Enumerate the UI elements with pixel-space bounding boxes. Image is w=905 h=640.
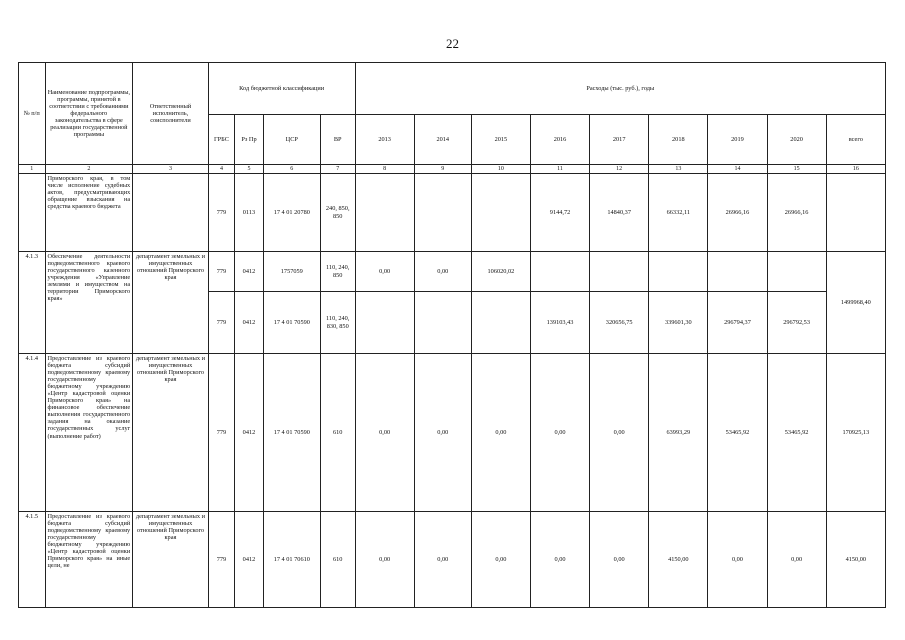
row-grbs: 779	[208, 174, 235, 252]
row-value	[414, 174, 471, 252]
header-name: Наименование подпрограммы, программы, принятой в соответствии с требованиями федерального законодательства в сфере реализации государственной программы	[45, 63, 133, 165]
row-value: 4150,00	[649, 512, 708, 608]
row-num: 4.1.5	[19, 512, 46, 608]
header-year: 2017	[590, 115, 649, 165]
column-number: 15	[767, 165, 826, 174]
column-number: 14	[708, 165, 767, 174]
column-number: 7	[320, 165, 355, 174]
table-row	[19, 512, 886, 608]
column-number: 5	[235, 165, 264, 174]
row-value: 139103,43	[530, 292, 589, 354]
header-year: 2018	[649, 115, 708, 165]
row-value: 0,00	[530, 354, 589, 512]
row-value	[471, 174, 530, 252]
row-value: 320656,75	[590, 292, 649, 354]
row-rzpr: 0412	[235, 512, 264, 608]
header-budget-code: Код бюджетной классификации	[208, 63, 355, 115]
row-value	[471, 292, 530, 354]
row-num: 4.1.3	[19, 252, 46, 354]
header-year: 2019	[708, 115, 767, 165]
column-number: 2	[45, 165, 133, 174]
row-name: Предоставление из краевого бюджета субсидий подведомственному краевому государственному бюджетному учреждению «Центр кадастровой оценки Приморского края» на иные цели, не	[45, 512, 133, 608]
row-value: 0,00	[355, 252, 414, 292]
header-responsible: Ответственный исполнитель, соисполнители	[133, 63, 208, 165]
page-number: 22	[446, 36, 459, 51]
row-value: 0,00	[708, 512, 767, 608]
row-csr: 17 4 01 70610	[263, 512, 320, 608]
row-num: 4.1.4	[19, 354, 46, 512]
row-value	[708, 252, 767, 292]
header-year: 2013	[355, 115, 414, 165]
row-responsible	[133, 174, 208, 252]
row-value: 0,00	[414, 354, 471, 512]
header-year: 2020	[767, 115, 826, 165]
column-number: 8	[355, 165, 414, 174]
row-responsible: департамент земельных и имущественных отношений Приморского края	[133, 252, 208, 354]
header-grbs: ГРБС	[208, 115, 235, 165]
row-num	[19, 174, 46, 252]
row-value: 0,00	[414, 252, 471, 292]
column-number: 1	[19, 165, 46, 174]
table-row	[19, 354, 886, 512]
column-number: 9	[414, 165, 471, 174]
row-total	[826, 174, 885, 252]
column-number: 16	[826, 165, 885, 174]
row-total: 1499968,40	[826, 252, 885, 354]
row-vr: 240, 850, 850	[320, 174, 355, 252]
row-rzpr: 0412	[235, 354, 264, 512]
header-year: 2016	[530, 115, 589, 165]
column-number: 12	[590, 165, 649, 174]
table-row	[19, 174, 886, 252]
row-csr: 1757059	[263, 252, 320, 292]
row-value: 0,00	[590, 354, 649, 512]
column-number: 10	[471, 165, 530, 174]
row-value: 0,00	[530, 512, 589, 608]
row-value: 0,00	[355, 512, 414, 608]
row-value: 106020,02	[471, 252, 530, 292]
row-value	[530, 252, 589, 292]
column-number: 11	[530, 165, 589, 174]
header-csr: ЦСР	[263, 115, 320, 165]
column-numbers-row	[19, 165, 886, 174]
column-number: 6	[263, 165, 320, 174]
row-value: 26966,16	[767, 174, 826, 252]
budget-table	[18, 62, 886, 608]
row-value: 66332,11	[649, 174, 708, 252]
row-value	[355, 174, 414, 252]
row-value: 0,00	[355, 354, 414, 512]
header-year: 2014	[414, 115, 471, 165]
header-expenses: Расходы (тыс. руб.), годы	[355, 63, 885, 115]
row-name: Приморского края, в том числе исполнение судебных актов, предусматривающих обращение взыскания на средства краевого бюджета	[45, 174, 133, 252]
header-row-1	[19, 63, 886, 115]
header-vr: ВР	[320, 115, 355, 165]
row-vr: 110, 240, 830, 850	[320, 292, 355, 354]
row-responsible: департамент земельных и имущественных отношений Приморского края	[133, 512, 208, 608]
header-year: 2015	[471, 115, 530, 165]
header-num: № п/п	[19, 63, 46, 165]
row-value: 0,00	[414, 512, 471, 608]
row-value: 0,00	[767, 512, 826, 608]
row-value: 296792,53	[767, 292, 826, 354]
row-vr: 610	[320, 354, 355, 512]
row-value	[649, 252, 708, 292]
row-value: 0,00	[471, 354, 530, 512]
row-csr: 17 4 01 70590	[263, 354, 320, 512]
column-number: 3	[133, 165, 208, 174]
row-total: 170925,13	[826, 354, 885, 512]
row-name: Обеспечение деятельности подведомственного краевого государственного казенного учреждения «Управление землями и имуществом на территории Приморского края»	[45, 252, 133, 354]
row-rzpr: 0412	[235, 252, 264, 292]
row-csr: 17 4 01 20780	[263, 174, 320, 252]
row-total: 4150,00	[826, 512, 885, 608]
row-grbs: 779	[208, 354, 235, 512]
row-value	[355, 292, 414, 354]
row-value: 53465,92	[708, 354, 767, 512]
row-value	[414, 292, 471, 354]
row-grbs: 779	[208, 252, 235, 292]
row-value: 26966,16	[708, 174, 767, 252]
header-total: всего	[826, 115, 885, 165]
row-rzpr: 0113	[235, 174, 264, 252]
row-vr: 110, 240, 850	[320, 252, 355, 292]
row-value: 0,00	[590, 512, 649, 608]
row-value: 296794,37	[708, 292, 767, 354]
row-value: 339601,30	[649, 292, 708, 354]
row-responsible: департамент земельных и имущественных отношений Приморского края	[133, 354, 208, 512]
row-value	[767, 252, 826, 292]
row-grbs: 779	[208, 512, 235, 608]
row-value: 63993,29	[649, 354, 708, 512]
table-row	[19, 252, 886, 292]
column-number: 13	[649, 165, 708, 174]
row-value: 0,00	[471, 512, 530, 608]
header-rzpr: Рз Пр	[235, 115, 264, 165]
row-vr: 610	[320, 512, 355, 608]
row-value: 14840,37	[590, 174, 649, 252]
column-number: 4	[208, 165, 235, 174]
row-grbs: 779	[208, 292, 235, 354]
row-value: 53465,92	[767, 354, 826, 512]
row-csr: 17 4 01 70590	[263, 292, 320, 354]
row-name: Предоставление из краевого бюджета субсидий подведомственному краевому государственному бюджетному учреждению «Центр кадастровой оценки Приморского края» на финансовое обеспечение выполнения государственного задания на оказание государственных услуг (выполнение работ)	[45, 354, 133, 512]
row-value	[590, 252, 649, 292]
row-value: 9144,72	[530, 174, 589, 252]
row-rzpr: 0412	[235, 292, 264, 354]
